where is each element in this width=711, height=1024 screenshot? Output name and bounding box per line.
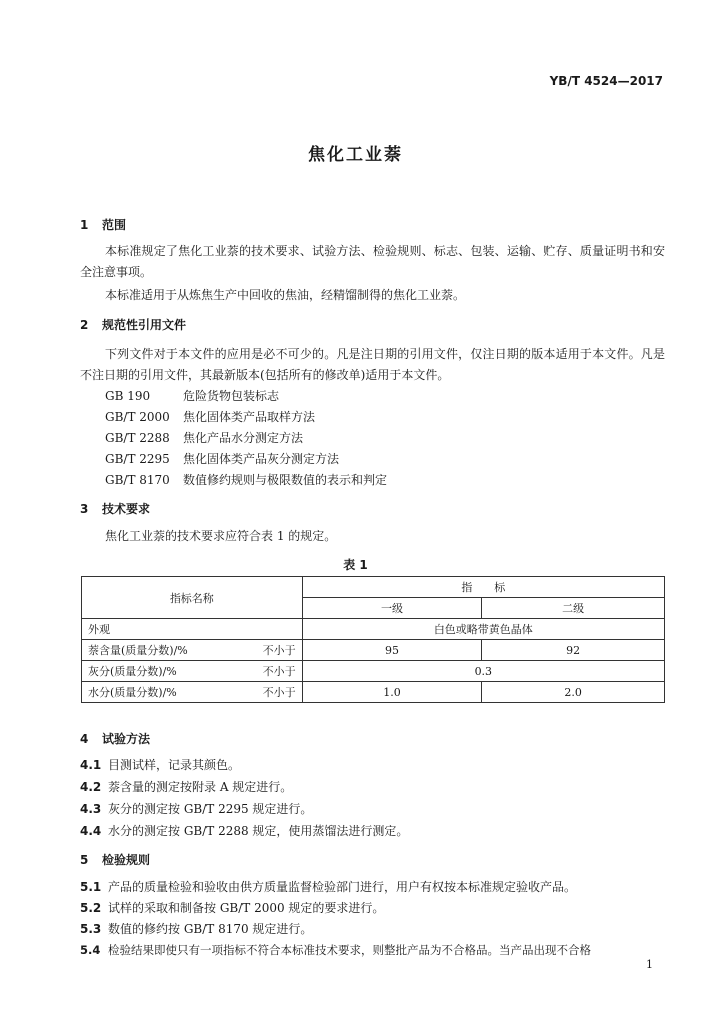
row-name-cell bbox=[82, 640, 303, 661]
clause-text: 数值的修约按 GB/T 8170 规定进行。 bbox=[108, 922, 313, 936]
row-name: 萘含量(质量分数)/% bbox=[88, 644, 188, 657]
value-cell: 92 bbox=[482, 640, 665, 661]
section-1-heading bbox=[80, 216, 126, 233]
value-cell: 白色或略带黄色晶体 bbox=[302, 619, 664, 640]
reference-name: 数值修约规则与极限数值的表示和判定 bbox=[183, 473, 388, 487]
clause-number: 5.3 bbox=[80, 922, 102, 936]
reference-item bbox=[105, 387, 279, 405]
table-row bbox=[82, 682, 665, 703]
section-title: 规范性引用文件 bbox=[102, 318, 187, 332]
paragraph: 焦化工业萘的技术要求应符合表 1 的规定。 bbox=[105, 529, 337, 543]
clause-text: 萘含量的测定按附录 A 规定进行。 bbox=[108, 780, 293, 794]
section-3-heading bbox=[80, 500, 150, 517]
clause-item bbox=[80, 941, 591, 959]
reference-code: GB/T 8170 bbox=[105, 473, 170, 487]
table-header-row bbox=[82, 577, 665, 598]
section-5-heading bbox=[80, 851, 150, 868]
reference-name: 焦化固体类产品灰分测定方法 bbox=[183, 452, 340, 466]
reference-item bbox=[105, 429, 303, 447]
paragraph: 下列文件对于本文件的应用是必不可少的。凡是注日期的引用文件，仅注日期的版本适用于本文件。凡是不注日期的引用文件，其最新版本(包括所有的修改单)适用于本文件。 bbox=[80, 347, 665, 382]
clause-number: 4.3 bbox=[80, 802, 102, 816]
section-4-heading bbox=[80, 730, 150, 747]
value-cell: 2.0 bbox=[482, 682, 665, 703]
clause-item bbox=[80, 800, 312, 818]
section-number: 3 bbox=[80, 502, 89, 516]
spec-table bbox=[81, 576, 665, 703]
value-cell: 1.0 bbox=[302, 682, 482, 703]
section-title: 范围 bbox=[102, 218, 127, 232]
header-name-cell: 指标名称 bbox=[82, 577, 303, 619]
clause-text: 水分的测定按 GB/T 2288 规定，使用蒸馏法进行测定。 bbox=[108, 824, 409, 838]
header-grade2-cell: 二级 bbox=[482, 598, 665, 619]
header-grade1-cell: 一级 bbox=[302, 598, 482, 619]
row-condition: 不小于 bbox=[262, 665, 296, 678]
reference-item bbox=[105, 450, 339, 468]
clause-number: 4.2 bbox=[80, 780, 102, 794]
table-row bbox=[82, 661, 665, 682]
section-number: 5 bbox=[80, 853, 89, 867]
clause-number: 5.2 bbox=[80, 901, 102, 915]
row-name: 外观 bbox=[88, 623, 110, 636]
table-caption: 表 1 bbox=[343, 558, 368, 572]
clause-item bbox=[80, 878, 576, 896]
section-title: 试验方法 bbox=[102, 732, 151, 746]
reference-code: GB 190 bbox=[105, 389, 151, 403]
section-number: 1 bbox=[80, 218, 89, 232]
table-row bbox=[82, 640, 665, 661]
row-name: 灰分(质量分数)/% bbox=[88, 665, 177, 678]
section-number: 4 bbox=[80, 732, 89, 746]
clause-item bbox=[80, 920, 312, 938]
paragraph: 本标准规定了焦化工业萘的技术要求、试验方法、检验规则、标志、包装、运输、贮存、质量证明书和安全注意事项。 bbox=[80, 244, 665, 279]
row-name-cell bbox=[82, 661, 303, 682]
clause-number: 4.4 bbox=[80, 824, 102, 838]
document-title: 焦化工业萘 bbox=[308, 145, 403, 165]
clause-text: 目测试样，记录其颜色。 bbox=[108, 758, 241, 772]
reference-item bbox=[105, 408, 315, 426]
reference-name: 危险货物包装标志 bbox=[183, 389, 280, 403]
reference-code: GB/T 2295 bbox=[105, 452, 170, 466]
section-number: 2 bbox=[80, 318, 89, 332]
row-condition: 不小于 bbox=[262, 644, 296, 657]
value-cell: 95 bbox=[302, 640, 482, 661]
row-name-cell bbox=[82, 619, 303, 640]
reference-name: 焦化产品水分测定方法 bbox=[183, 431, 304, 445]
paragraph: 本标准适用于从炼焦生产中回收的焦油，经精馏制得的焦化工业萘。 bbox=[105, 288, 466, 302]
section-title: 技术要求 bbox=[102, 502, 151, 516]
standard-number: YB/T 4524—2017 bbox=[549, 74, 663, 88]
clause-text: 产品的质量检验和验收由供方质量监督检验部门进行，用户有权按本标准规定验收产品。 bbox=[108, 880, 577, 894]
clause-text: 试样的采取和制备按 GB/T 2000 规定的要求进行。 bbox=[108, 901, 385, 915]
section-2-heading bbox=[80, 316, 186, 333]
clause-item bbox=[80, 756, 240, 774]
value-cell: 0.3 bbox=[302, 661, 664, 682]
section-title: 检验规则 bbox=[102, 853, 151, 867]
clause-item bbox=[80, 778, 292, 796]
row-name-cell bbox=[82, 682, 303, 703]
row-condition: 不小于 bbox=[262, 686, 296, 699]
clause-text: 灰分的测定按 GB/T 2295 规定进行。 bbox=[108, 802, 313, 816]
reference-item bbox=[105, 471, 387, 489]
clause-number: 5.4 bbox=[80, 943, 101, 957]
page-number: 1 bbox=[646, 958, 653, 971]
reference-code: GB/T 2288 bbox=[105, 431, 170, 445]
table-row bbox=[82, 619, 665, 640]
clause-item bbox=[80, 899, 384, 917]
clause-number: 5.1 bbox=[80, 880, 102, 894]
clause-text: 检验结果即使只有一项指标不符合本标准技术要求，则整批产品为不合格品。当产品出现不合格 bbox=[108, 943, 591, 957]
row-name: 水分(质量分数)/% bbox=[88, 686, 177, 699]
header-index-cell: 指 标 bbox=[302, 577, 664, 598]
clause-number: 4.1 bbox=[80, 758, 102, 772]
reference-name: 焦化固体类产品取样方法 bbox=[183, 410, 316, 424]
clause-item bbox=[80, 822, 408, 840]
reference-code: GB/T 2000 bbox=[105, 410, 170, 424]
